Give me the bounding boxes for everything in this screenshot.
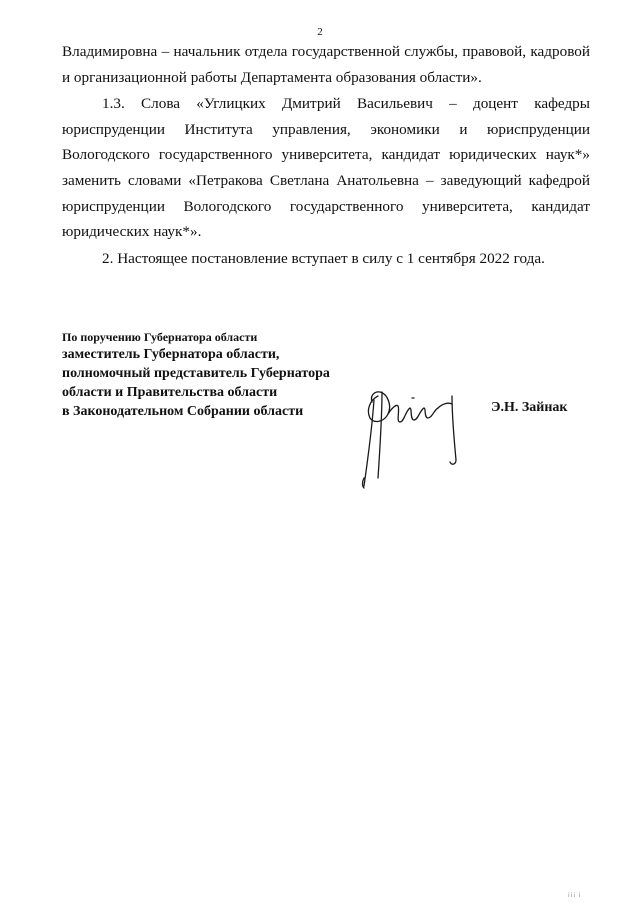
paragraph-1-3: 1.3. Слова «Углицких Дмитрий Васильевич – доцент кафедры юриспруденции Института управления, экономики и юриспруденции Вологодского государственного университета, кандидат юридических наук*» заменить словами «Петракова Светлана Анатольевна – заведующий кафедрой юриспруденции Вологодского государственного университета, кандидат юридических наук*». [62, 95, 590, 241]
signature-block [62, 329, 330, 421]
paragraph-continuation: Владимировна – начальник отдела государственной службы, правовой, кадровой и организационной работы Департамента образования области». [62, 43, 590, 86]
signer-title-line-1: заместитель Губернатора области, [62, 347, 280, 362]
on-behalf-line: По поручению Губернатора области [62, 330, 258, 344]
handwritten-signature [352, 378, 472, 518]
document-body [62, 39, 590, 271]
signer-name: Э.Н. Зайнак [491, 400, 568, 415]
paragraph-2: 2. Настоящее постановление вступает в силу с 1 сентября 2022 года. [102, 249, 545, 267]
scan-marks: ⁞⁞⁞ ⁞ [568, 893, 582, 899]
page-number: 2 [317, 26, 323, 38]
signer-title-line-3: области и Правительства области [62, 385, 278, 400]
signer-title-line-4: в Законодательном Собрании области [62, 404, 304, 419]
signer-title-line-2: полномочный представитель Губернатора [62, 366, 330, 381]
